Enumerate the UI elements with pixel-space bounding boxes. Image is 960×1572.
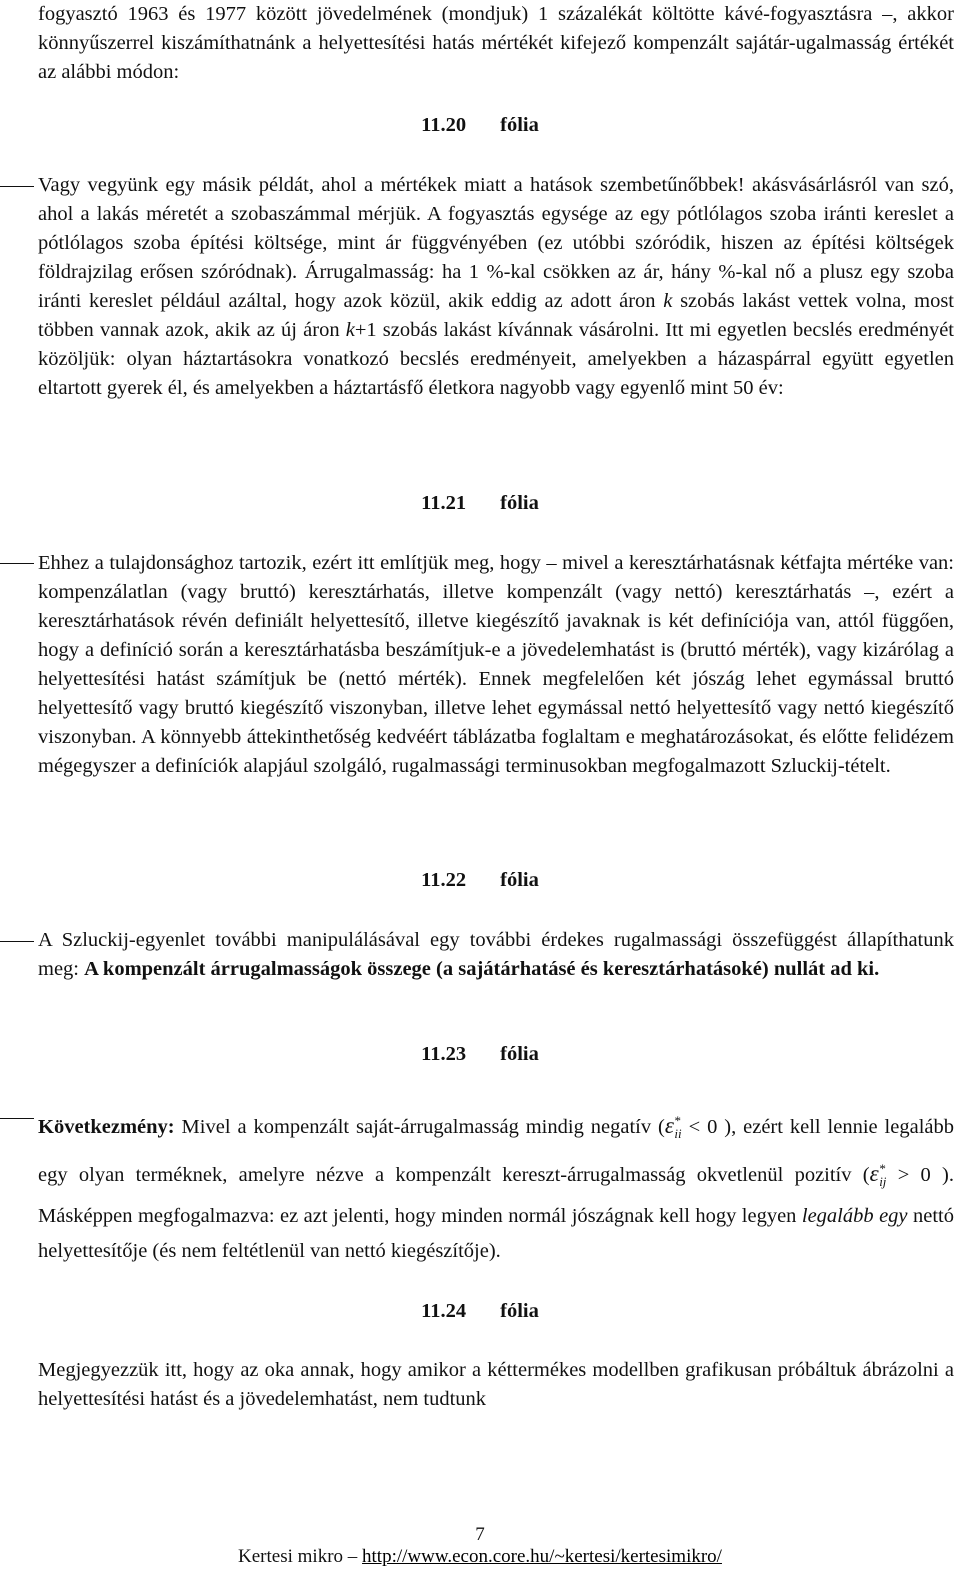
epsilon-symbol: ε <box>664 1112 674 1138</box>
slide-ref-11-21 <box>0 492 960 515</box>
page-footer <box>0 1546 960 1568</box>
term-heading: Következmény: <box>38 1115 175 1138</box>
slide-number: 11.22 <box>421 869 467 891</box>
slide-label: fólia <box>500 492 539 514</box>
paragraph-text: ), ezért kell lennie legalább egy olyan terméknek, amelyre nézve a kompenzált kereszt-árrugalmasság okvetlenül pozitív ( <box>38 1115 954 1186</box>
paragraph-text: Mivel a kompenzált saját-árrugalmasság mindig negatív ( <box>174 1115 665 1138</box>
bullet-dash <box>0 186 34 187</box>
paragraph-text: Megjegyezzük itt, hogy az oka annak, hogy amikor a kéttermékes modellben grafikusan próbáltuk ábrázolni a helyettesítési hatást és a jövedelemhatást, nem tudtunk <box>38 1359 954 1410</box>
superscript: * <box>878 1160 886 1176</box>
relation: < 0 <box>681 1115 725 1138</box>
paragraph-note <box>38 1356 954 1414</box>
formula-own-elasticity <box>664 1112 725 1141</box>
paragraph-text: Vagy vegyünk egy másik példát, ahol a mértékek miatt a hatások szembetűnőbbek! akásvásárlásról van szó, ahol a lakás méretét a szobaszámmal mérjük. A fogyasztás egysége az egy pótlólagos szoba iránti kereslet a pótlólagos szoba építési költsége, mint ár függvényében (ez utóbbi szóródik, hiszen az építési költségek földrajzilag erősen szóródnak). Árrugalmasság: ha 1 %-kal csökken az ár, hány %-kal nő a plusz egy szoba iránti kereslet például azáltal, hogy azok közül, akik eddig az adott áron <box>38 174 954 312</box>
slide-ref-11-20 <box>0 114 960 137</box>
slide-number: 11.24 <box>421 1300 467 1322</box>
superscript: * <box>673 1113 681 1128</box>
highlighted-statement: A kompenzált árrugalmasságok összege (a sajátárhatásé és keresztárhatásoké) nullát ad ki. <box>84 958 880 980</box>
paragraph-text: nettó helyettesítője (és nem feltétlenül van nettó kiegészítője). <box>38 1204 954 1262</box>
slide-ref-11-23 <box>0 1043 960 1066</box>
footer-link[interactable]: http://www.econ.core.hu/~kertesi/kertesimikro/ <box>362 1546 722 1567</box>
bullet-dash <box>0 563 34 564</box>
relation: > 0 <box>886 1163 943 1186</box>
slide-label: fólia <box>500 1300 539 1322</box>
subscript: ij <box>879 1173 887 1189</box>
paragraph-text: +1 szobás lakást kívánnak vásárolni. Itt mi egyetlen becslés eredményét közöljük: olyan háztartásokra vonatkozó becslés eredményeit, amelyekben a házaspárral együtt egyetlen eltartott gyerek él, és amelyekben a háztartásfő életkora nagyobb vagy egyenlő mint 50 év: <box>38 319 954 399</box>
paragraph-intro <box>38 0 954 87</box>
bullet-dash <box>0 941 34 942</box>
paragraph-consequence <box>38 1103 954 1269</box>
variable-k: k <box>345 319 355 341</box>
footer-text: Kertesi mikro – <box>238 1546 363 1567</box>
paragraph-text: ). Másképpen megfogalmazva: ez azt jelenti, hogy minden normál jószágnak kell hogy legyen <box>38 1163 954 1227</box>
epsilon-symbol: ε <box>869 1160 879 1186</box>
slide-ref-11-24 <box>0 1300 960 1323</box>
emphasis: legalább egy <box>801 1204 908 1227</box>
subscript: ii <box>674 1125 682 1141</box>
paragraph-housing-example <box>38 171 954 403</box>
paragraph-text: Ehhez a tulajdonsághoz tartozik, ezért itt említjük meg, hogy – mivel a keresztárhatásnak kétfajta mértéke van: kompenzálatlan (vagy bruttó) keresztárhatás, illetve kompenzált (vagy nettó) keresztárhatás –, ezért a keresztárhatások révén definiált helyettesítő, illetve kiegészítő javaknak is két definíciója van, attól függően, hogy a definíció során a keresztárhatásba beszámítjuk-e a jövedelemhatást is (bruttó mérték), vagy kizárólag a helyettesítési hatást számítjuk be (nettó mérték). Ennek megfelelően két jószág lehet egymással bruttó helyettesítő vagy bruttó kiegészítő viszonyban, illetve lehet egymással nettó helyettesítő vagy nettó kiegészítő viszonyban. A könnyebb áttekinthetőség kedvéért táblázatba foglaltam e meghatározásokat, és előtte felidézem mégegyszer a definíciók alapjául szolgáló, rugalmassági terminusokban megfogalmazott Szluckij-tételt. <box>38 552 954 777</box>
bullet-dash <box>0 1118 34 1119</box>
variable-k: k <box>663 290 673 312</box>
slide-label: fólia <box>500 1043 539 1065</box>
slide-label: fólia <box>500 869 539 891</box>
page-number: 7 <box>475 1524 485 1545</box>
paragraph-text: fogyasztó 1963 és 1977 között jövedelmének (mondjuk) 1 százalékát költötte kávé-fogyasztásra –, akkor könnyűszerrel kiszámíthatnánk a helyettesítési hatás mértékét kifejező kompenzált sajátár-ugalmasság értékét az alábbi módon: <box>38 3 954 83</box>
slide-number: 11.21 <box>421 492 467 514</box>
paragraph-text: szobás lakást vettek volna, most többen vannak azok, akik az új áron <box>38 290 954 341</box>
slide-ref-11-22 <box>0 869 960 892</box>
formula-cross-elasticity <box>869 1160 943 1189</box>
slide-label: fólia <box>500 114 539 136</box>
paragraph-slutsky <box>38 926 954 984</box>
slide-number: 11.20 <box>421 114 467 136</box>
slide-number: 11.23 <box>421 1043 467 1065</box>
paragraph-cross-price <box>38 549 954 781</box>
paragraph-text: A Szluckij-egyenlet további manipulálásával egy további érdekes rugalmassági összefüggést állapíthatunk meg: <box>38 929 954 980</box>
